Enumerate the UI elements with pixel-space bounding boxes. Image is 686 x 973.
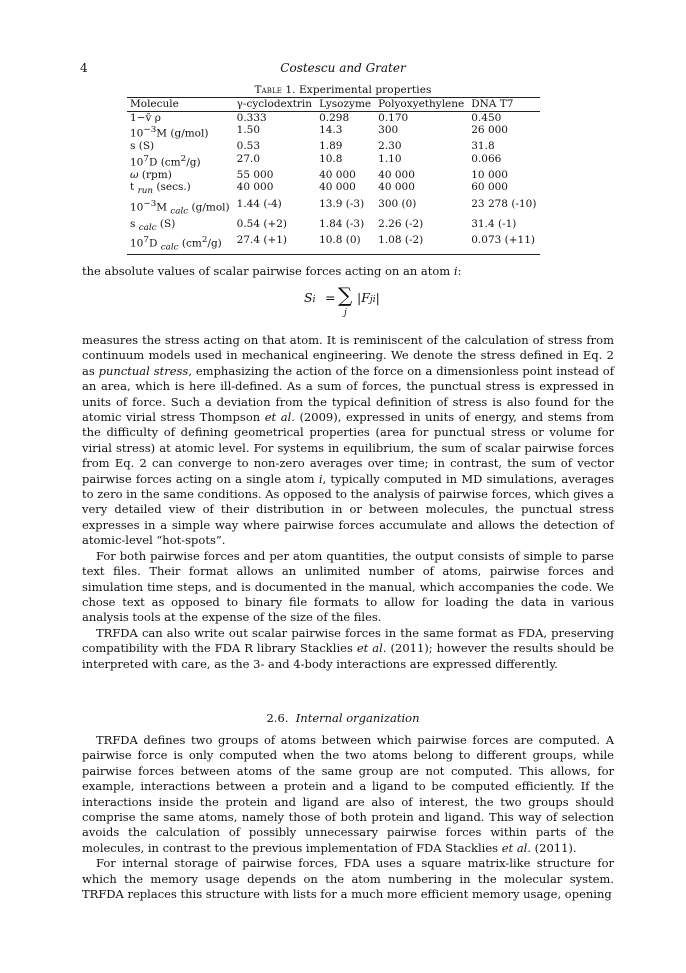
table-row [127,153,540,169]
table-caption-text: Experimental properties [299,84,432,96]
table-cell: 0.073 (+11) [471,234,535,247]
table-cell: 0.333 [236,111,267,124]
table-cell: 0.170 [378,111,409,124]
row-label: s $_{calc}$ (S) [130,217,176,233]
experimental-properties-table [127,97,540,255]
table-cell: 1.89 [319,140,343,152]
table-header-row [127,98,540,112]
table-body [127,111,540,255]
table-cell: 14.3 [319,124,343,136]
table-row [127,140,540,153]
equation-lhs: Si [304,290,316,305]
equation-rhs: |Fji| [357,290,380,305]
table-caption-label: Table 1. [254,84,296,96]
row-label: 1−v̄ ρ [130,111,161,124]
equation-equals-sign: = [325,290,336,305]
section-heading [0,711,686,725]
table-cell: 27.0 [236,152,261,165]
table-cell: 0.53 [236,140,261,152]
page-number: 4 [80,61,88,75]
table-cell: 40 000 [378,181,415,193]
column-header: Molecule [130,98,179,110]
table-cell: 13.9 (-3) [319,197,365,210]
table-caption [0,84,686,96]
table-cell: 1.08 (-2) [378,234,424,247]
section-number: 2.6. [266,711,289,725]
table-cell: 31.4 (-1) [471,217,517,230]
intro-text [82,264,614,279]
table-cell: 55 000 [236,168,274,181]
row-label: $10^{-3}M$ (g/mol) [130,125,209,140]
main-text-block [82,333,614,672]
table-row [127,218,540,235]
table-cell: 1.50 [236,124,261,136]
table-cell: 40 000 [319,168,356,181]
column-header: Polyoxyethylene [378,98,465,110]
table-cell: 300 [378,124,399,136]
paragraph-fda-compatibility: TRFDA can also write out scalar pairwise forces in the same format as FDA, preserving compatibility with the FDA R library Stacklies et al. (2011); however the results should be interpreted with care, as the 3- and 4-body interactions are expressed differently. [82,625,614,671]
table-cell: 40 000 [378,168,415,181]
paragraph-atom-groups: TRFDA defines two groups of atoms between which pairwise forces are computed. A pairwise force is only computed when the two atoms belong to different groups, while pairwise forces between atoms of the same group are not computed. This allows, for example, interactions between a protein and a ligand to be computed efficiently. If the interactions inside the protein and ligand are also of interest, the two groups should comprise the same atoms, namely those of both protein and ligand. This way of selection avoids the calculation of possibly unnecessary pairwise forces within parts of the molecules, in contrast to the previous implementation of FDA Stacklies et al. (2011). [82,733,614,855]
table-cell: 40 000 [236,181,274,193]
table-row [127,111,540,124]
table-cell: 1.84 (-3) [319,217,365,230]
section-text-block [82,733,614,902]
column-header: γ-cyclodextrin [236,98,313,110]
equation-punctual-stress [0,283,686,326]
table-cell: 1.44 (-4) [236,197,282,210]
equation-lhs-subscript: i [312,295,316,305]
row-label: $10^7D$ $(cm^2/g)$ [130,153,201,168]
section-title: Internal organization [295,711,420,725]
table-cell: 2.26 (-2) [378,217,424,230]
table-cell: 1.10 [378,152,402,165]
table-cell: 10.8 (0) [319,234,361,247]
paragraph-punctual-stress: measures the stress acting on that atom. It is reminiscent of the calculation of stress from continuum models used in mechanical engineering. We denote the stress defined in Eq. 2 as punctual stress, emphasizing the action of the force on a dimensionless point instead of an area, which is here ill-defined. As a sum of forces, the punctual stress is expressed in units of force. Such a deviation from the typical definition of stress is also found for the atomic virial stress Thompson et al. (2009), expressed in units of energy, and stems from the difficulty of defining geometrical properties (area for punctual stress or volume for virial stress) at atomic level. For systems in equilibrium, the sum of scalar pairwise forces from Eq. 2 can converge to non-zero averages over time; in contrast, the sum of vector pairwise forces acting on a single atom i, typically computed in MD simulations, averages to zero in the same conditions. As opposed to the analysis of pairwise forces, which gives a very detailed view of their distribution in or between molecules, the punctual stress expresses in a simple way where pairwise forces accumulate and allows the detection of atomic-level “hot-spots”. [82,333,615,548]
intro-sentence: the absolute values of scalar pairwise forces acting on an atom i: [82,264,462,278]
table-row [127,181,540,198]
running-title: Costescu and Grater [280,61,406,75]
table-cell: 60 000 [471,181,508,193]
table-cell: 0.450 [471,111,502,124]
table-cell: 27.4 (+1) [236,234,288,247]
table-row [127,198,540,218]
row-label: t $_{run}$ (secs.) [130,181,191,197]
row-label: ω (rpm) [130,168,172,181]
table-cell: 31.8 [471,140,495,152]
paragraph-internal-storage: For internal storage of pairwise forces, FDA uses a square matrix-like structure for which the memory usage depends on the atom numbering in the molecular system. TRFDA replaces this structure with lists for a much more efficient memory usage, opening [82,856,614,902]
table-row [127,124,540,140]
table-cell: 10 000 [471,168,508,181]
table-row [127,169,540,182]
row-label: s (S) [130,140,155,152]
table-cell: 23 278 (-10) [471,197,537,210]
table-cell: 0.298 [319,111,350,124]
table-cell: 300 (0) [378,197,417,210]
column-header: DNA T7 [471,98,514,110]
column-header: Lysozyme [319,98,372,110]
table-cell: 40 000 [319,181,356,193]
row-label: $10^{-3}M$ $_{calc}$ (g/mol) [130,198,230,217]
summation-index: j [344,308,347,318]
row-label: $10^7D$ $_{calc}$ $(cm^2/g)$ [130,235,222,253]
summation-symbol: ∑ [338,283,353,307]
table-cell: 2.30 [378,140,402,152]
table-row [127,234,540,255]
table-cell: 0.066 [471,152,502,165]
table-cell: 26 000 [471,124,508,136]
table-cell: 0.54 (+2) [236,217,288,230]
table-cell: 10.8 [319,152,343,165]
paragraph-output-format: For both pairwise forces and per atom quantities, the output consists of simple to parse text files. Their format allows an unlimited number of atoms, pairwise forces and simulation time steps, and is documented in the manual, which accompanies the code. We chose text as opposed to binary file formats to allow for loading the data in various analysis tools at the expense of the size of the files. [82,548,614,625]
